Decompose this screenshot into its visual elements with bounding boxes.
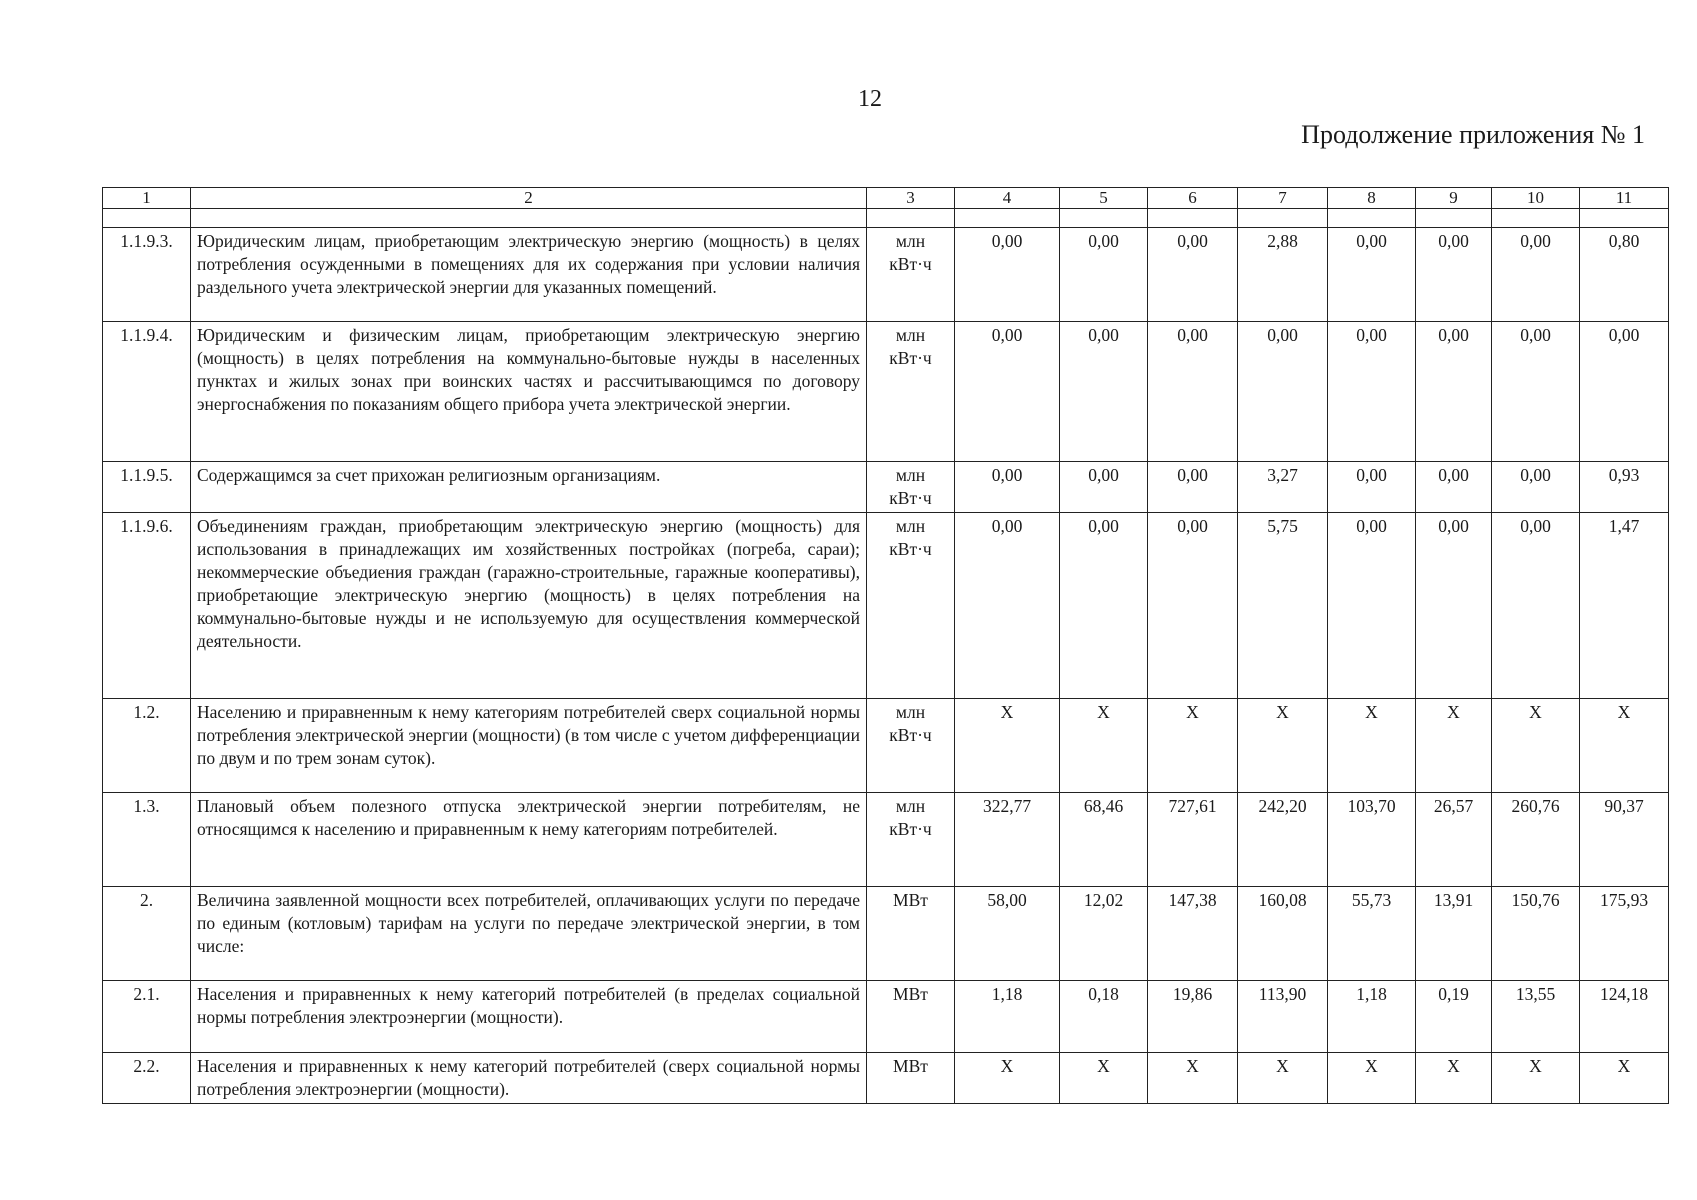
value-cell: Х <box>1416 1053 1492 1104</box>
table-row <box>103 1053 1669 1104</box>
value-cell: 0,18 <box>1060 981 1148 1053</box>
value-cell: 0,00 <box>1148 228 1238 322</box>
value-cell: 0,00 <box>1492 513 1580 699</box>
header-row <box>103 188 1669 209</box>
table-row <box>103 699 1669 793</box>
value-cell: 0,00 <box>1060 228 1148 322</box>
row-description: Населения и приравненных к нему категорий потребителей (в пределах социальной нормы потребления электроэнергии (мощности). <box>191 981 867 1053</box>
value-cell: 1,18 <box>1328 981 1416 1053</box>
value-cell: 260,76 <box>1492 793 1580 887</box>
header-cell: 5 <box>1060 188 1148 209</box>
value-cell: 13,55 <box>1492 981 1580 1053</box>
value-cell: Х <box>1148 699 1238 793</box>
value-cell: 0,00 <box>955 228 1060 322</box>
value-cell: 0,00 <box>1492 322 1580 462</box>
value-cell: 0,00 <box>1416 322 1492 462</box>
value-cell: 0,00 <box>1492 462 1580 513</box>
value-cell: 0,00 <box>955 322 1060 462</box>
value-cell: 3,27 <box>1238 462 1328 513</box>
value-cell: Х <box>1492 699 1580 793</box>
row-number: 2. <box>103 887 191 981</box>
row-unit: млн кВт·ч <box>867 228 955 322</box>
row-unit: МВт <box>867 981 955 1053</box>
table-row <box>103 322 1669 462</box>
table-row <box>103 513 1669 699</box>
value-cell: 0,00 <box>1328 322 1416 462</box>
value-cell: 0,00 <box>1328 462 1416 513</box>
row-number: 1.3. <box>103 793 191 887</box>
header-cell: 2 <box>191 188 867 209</box>
row-unit: млн кВт·ч <box>867 793 955 887</box>
value-cell: 0,80 <box>1580 228 1669 322</box>
value-cell: 0,00 <box>1148 513 1238 699</box>
value-cell: 90,37 <box>1580 793 1669 887</box>
row-description: Объединениям граждан, приобретающим электрическую энергию (мощность) для использования в принадлежащих им хозяйственных постройках (погреба, сараи); некоммерческие объедиения граждан (гаражно-строительные, гаражные кооперативы), приобретающие электрическую энергию (мощность) в целях потребления на коммунально-бытовые нужды и не используемую для осуществления коммерческой деятельности. <box>191 513 867 699</box>
header-cell: 6 <box>1148 188 1238 209</box>
value-cell: 0,93 <box>1580 462 1669 513</box>
value-cell: 1,18 <box>955 981 1060 1053</box>
row-unit: млн кВт·ч <box>867 513 955 699</box>
value-cell: 0,00 <box>1060 462 1148 513</box>
row-unit: млн кВт·ч <box>867 699 955 793</box>
value-cell: 0,00 <box>1060 513 1148 699</box>
value-cell: Х <box>1416 699 1492 793</box>
header-cell: 3 <box>867 188 955 209</box>
header-cell: 4 <box>955 188 1060 209</box>
row-unit: МВт <box>867 1053 955 1104</box>
value-cell: 0,00 <box>955 462 1060 513</box>
spacer-row <box>103 209 1669 228</box>
value-cell: Х <box>1580 699 1669 793</box>
value-cell: 0,00 <box>1416 228 1492 322</box>
value-cell: 26,57 <box>1416 793 1492 887</box>
header-cell: 8 <box>1328 188 1416 209</box>
table-row <box>103 981 1669 1053</box>
row-description: Величина заявленной мощности всех потребителей, оплачивающих услуги по передаче по единым (котловым) тарифам на услуги по передаче электрической энергии, в том числе: <box>191 887 867 981</box>
value-cell: 0,00 <box>1580 322 1669 462</box>
value-cell: 0,00 <box>1148 462 1238 513</box>
value-cell: 55,73 <box>1328 887 1416 981</box>
value-cell: Х <box>1238 699 1328 793</box>
row-unit: МВт <box>867 887 955 981</box>
value-cell: 0,00 <box>1238 322 1328 462</box>
row-description: Содержащимся за счет прихожан религиозным организациям. <box>191 462 867 513</box>
value-cell: 19,86 <box>1148 981 1238 1053</box>
row-unit: млн кВт·ч <box>867 322 955 462</box>
row-number: 1.1.9.6. <box>103 513 191 699</box>
value-cell: 0,00 <box>1328 513 1416 699</box>
value-cell: Х <box>1060 699 1148 793</box>
value-cell: 0,00 <box>1416 462 1492 513</box>
row-number: 1.1.9.3. <box>103 228 191 322</box>
table-row <box>103 462 1669 513</box>
value-cell: 58,00 <box>955 887 1060 981</box>
value-cell: Х <box>955 1053 1060 1104</box>
value-cell: 13,91 <box>1416 887 1492 981</box>
row-unit: млн кВт·ч <box>867 462 955 513</box>
row-description: Плановый объем полезного отпуска электрической энергии потребителям, не относящимся к населению и приравненным к нему категориям потребителей. <box>191 793 867 887</box>
value-cell: 2,88 <box>1238 228 1328 322</box>
page-number: 12 <box>858 86 882 112</box>
row-number: 1.1.9.4. <box>103 322 191 462</box>
value-cell: Х <box>1148 1053 1238 1104</box>
row-number: 1.1.9.5. <box>103 462 191 513</box>
value-cell: 147,38 <box>1148 887 1238 981</box>
table-row <box>103 887 1669 981</box>
value-cell: 12,02 <box>1060 887 1148 981</box>
value-cell: Х <box>1328 699 1416 793</box>
value-cell: 68,46 <box>1060 793 1148 887</box>
value-cell: Х <box>955 699 1060 793</box>
row-description: Юридическим и физическим лицам, приобретающим электрическую энергию (мощность) в целях потребления на коммунально-бытовые нужды в населенных пунктах и жилых зонах при воинских частях и рассчитывающимся по договору энергоснабжения по показаниям общего прибора учета электрической энергии. <box>191 322 867 462</box>
value-cell: 160,08 <box>1238 887 1328 981</box>
value-cell: 0,00 <box>1416 513 1492 699</box>
value-cell: 175,93 <box>1580 887 1669 981</box>
data-table <box>102 187 1669 1104</box>
row-description: Населения и приравненных к нему категорий потребителей (сверх социальной нормы потребления электроэнергии (мощности). <box>191 1053 867 1104</box>
value-cell: 124,18 <box>1580 981 1669 1053</box>
value-cell: 113,90 <box>1238 981 1328 1053</box>
value-cell: Х <box>1328 1053 1416 1104</box>
value-cell: Х <box>1580 1053 1669 1104</box>
value-cell: 0,00 <box>955 513 1060 699</box>
header-cell: 1 <box>103 188 191 209</box>
table-row <box>103 793 1669 887</box>
row-description: Юридическим лицам, приобретающим электрическую энергию (мощность) в целях потребления осужденными в помещениях для их содержания при условии наличия раздельного учета электрической энергии для указанных помещений. <box>191 228 867 322</box>
value-cell: 0,19 <box>1416 981 1492 1053</box>
value-cell: 1,47 <box>1580 513 1669 699</box>
value-cell: 0,00 <box>1060 322 1148 462</box>
row-number: 2.2. <box>103 1053 191 1104</box>
table-row <box>103 228 1669 322</box>
value-cell: 103,70 <box>1328 793 1416 887</box>
row-number: 2.1. <box>103 981 191 1053</box>
appendix-title: Продолжение приложения № 1 <box>1301 120 1645 149</box>
value-cell: Х <box>1238 1053 1328 1104</box>
value-cell: Х <box>1060 1053 1148 1104</box>
value-cell: Х <box>1492 1053 1580 1104</box>
value-cell: 727,61 <box>1148 793 1238 887</box>
header-cell: 10 <box>1492 188 1580 209</box>
value-cell: 242,20 <box>1238 793 1328 887</box>
value-cell: 5,75 <box>1238 513 1328 699</box>
header-cell: 9 <box>1416 188 1492 209</box>
row-description: Населению и приравненным к нему категориям потребителей сверх социальной нормы потребления электрической энергии (мощности) (в том числе с учетом дифференциации по двум и по трем зонам суток). <box>191 699 867 793</box>
value-cell: 0,00 <box>1492 228 1580 322</box>
value-cell: 150,76 <box>1492 887 1580 981</box>
value-cell: 322,77 <box>955 793 1060 887</box>
value-cell: 0,00 <box>1328 228 1416 322</box>
value-cell: 0,00 <box>1148 322 1238 462</box>
header-cell: 11 <box>1580 188 1669 209</box>
header-cell: 7 <box>1238 188 1328 209</box>
row-number: 1.2. <box>103 699 191 793</box>
